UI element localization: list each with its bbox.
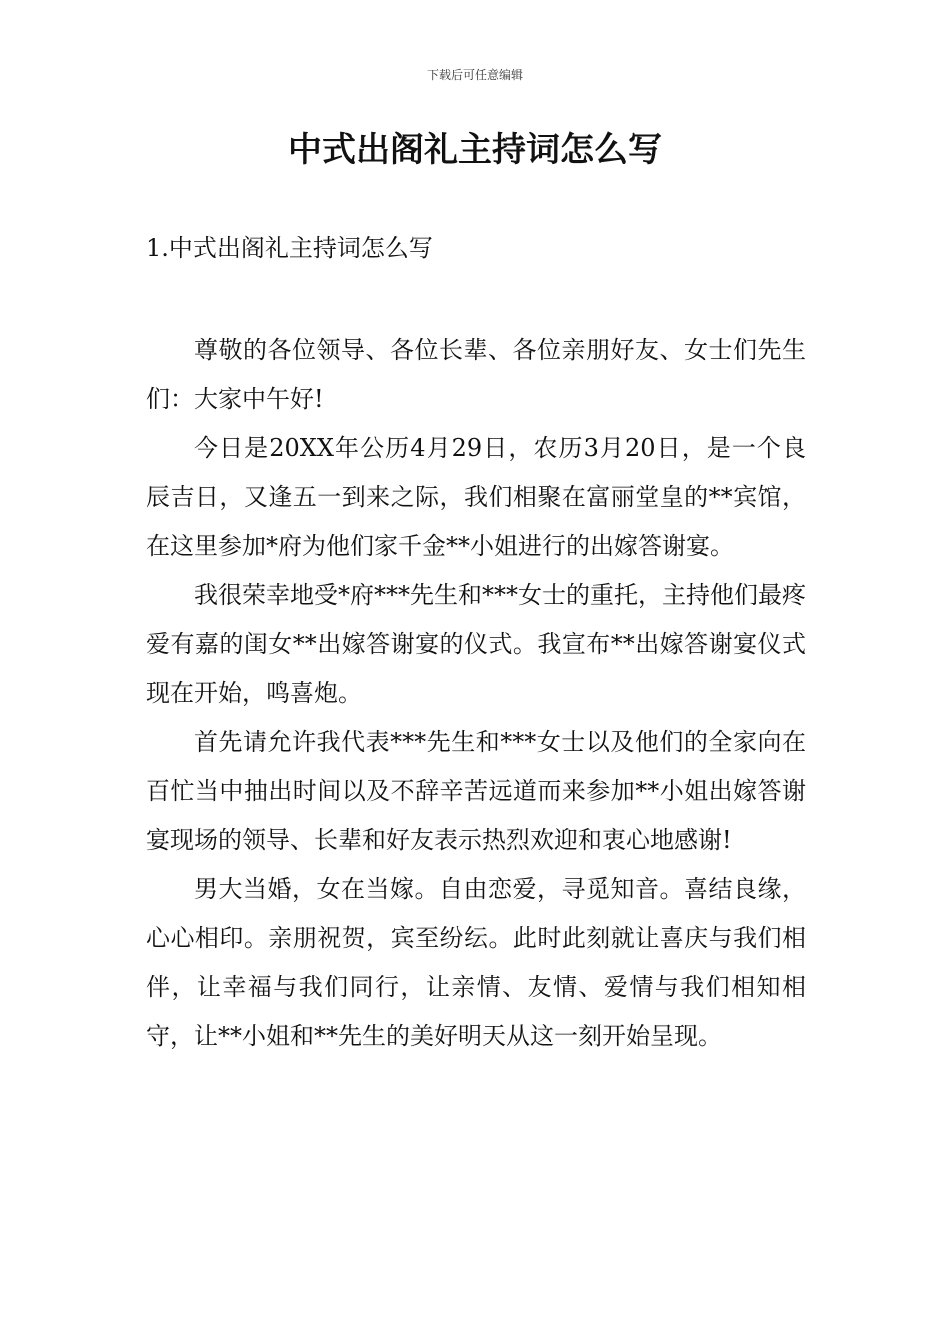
- paragraph-blessing: 男大当婚，女在当嫁。自由恋爱，寻觅知音。喜结良缘，心心相印。亲朋祝贺，宾至纷纭。此时此刻就让喜庆与我们相伴，让幸福与我们同行，让亲情、友情、爱情与我们相知相守，让**小姐和**先生的美好明天从这一刻开始呈现。: [146, 875, 806, 1050]
- paragraph-thanks: 首先请允许我代表***先生和***女士以及他们的全家向在百忙当中抽出时间以及不辞辛苦远道而来参加**小姐出嫁答谢宴现场的领导、长辈和好友表示热烈欢迎和衷心地感谢!: [146, 728, 806, 854]
- header-note: 下载后可任意编辑: [426, 68, 523, 82]
- document-body: [146, 326, 806, 1061]
- document-title: 中式出阁礼主持词怎么写: [288, 130, 662, 170]
- paragraph-ceremony-start: 我很荣幸地受*府***先生和***女士的重托，主持他们最疼爱有嘉的闺女**出嫁答谢宴的仪式。我宣布**出嫁答谢宴仪式现在开始，鸣喜炮。: [146, 581, 806, 707]
- paragraph-date-venue: 今日是20XX年公历4月29日，农历3月20日，是一个良辰吉日，又逢五一到来之际，我们相聚在富丽堂皇的**宾馆，在这里参加*府为他们家千金**小姐进行的出嫁答谢宴。: [146, 434, 806, 560]
- paragraph-greeting: 尊敬的各位领导、各位长辈、各位亲朋好友、女士们先生们：大家中午好!: [146, 336, 806, 413]
- section-heading: 1.中式出阁礼主持词怎么写: [146, 234, 433, 262]
